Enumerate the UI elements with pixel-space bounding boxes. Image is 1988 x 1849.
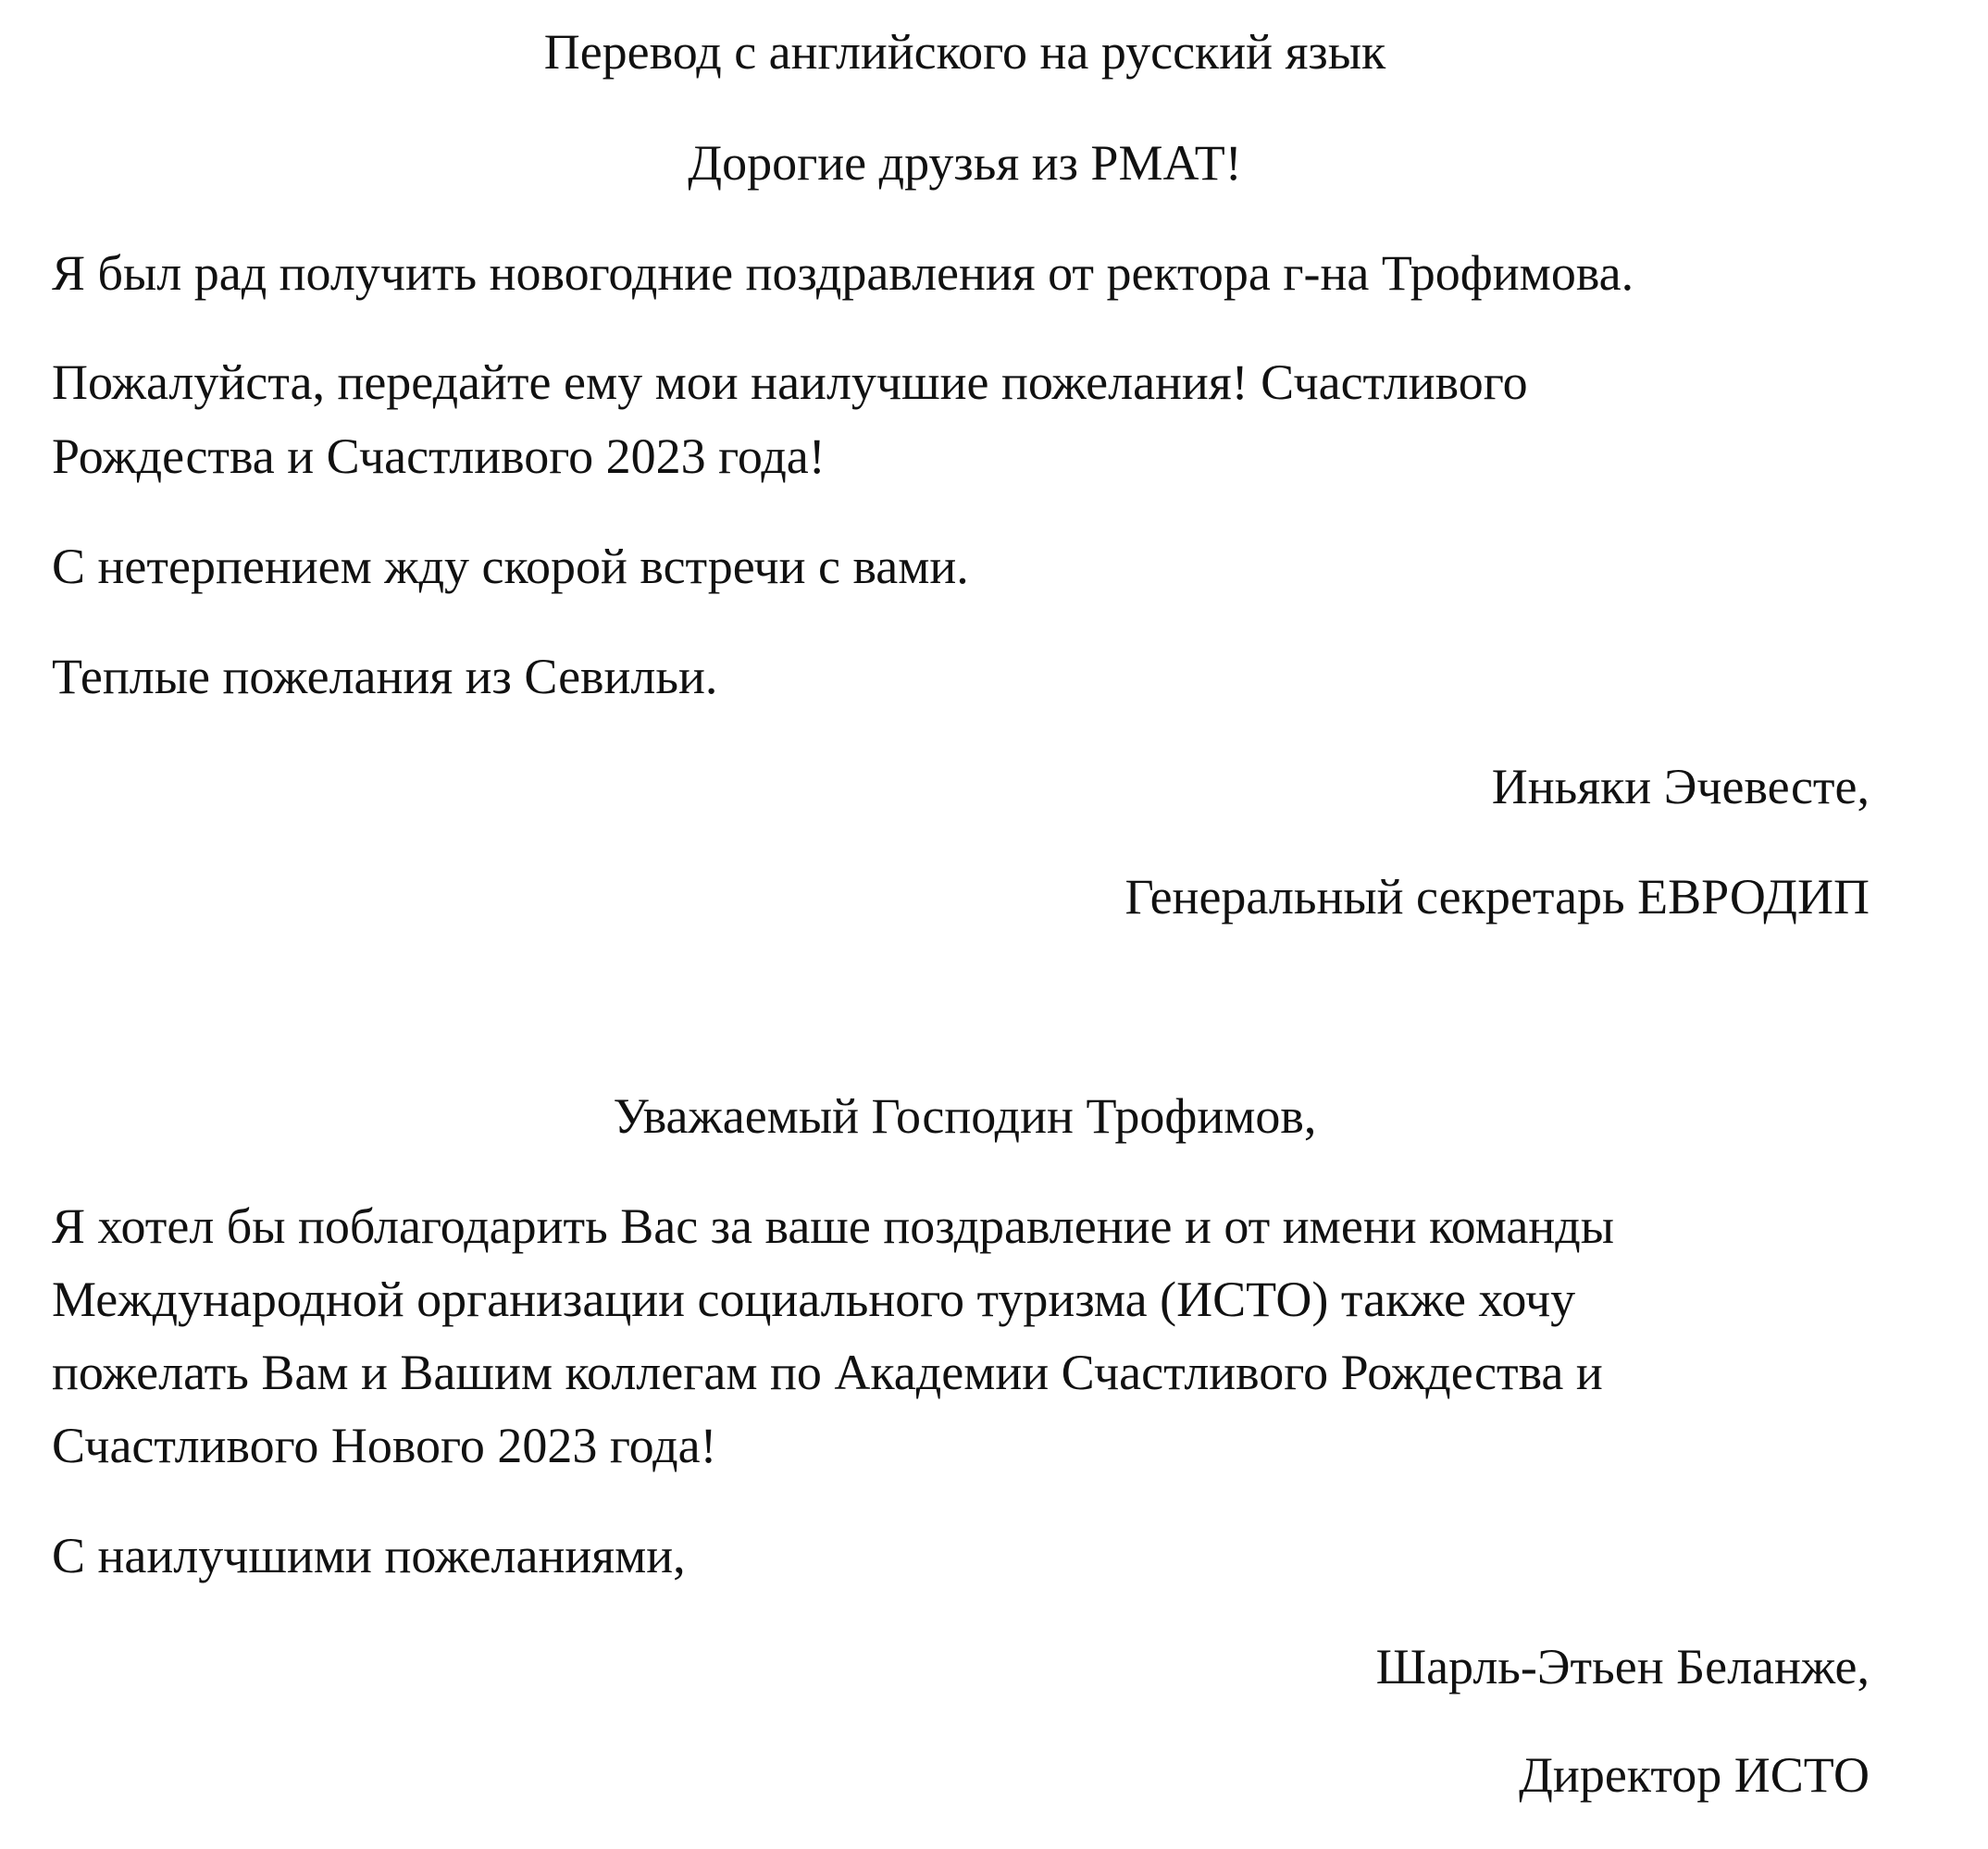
- letter2-paragraph-1-line-2: Международной организации социального туризма (ИСТО) также хочу: [52, 1272, 1576, 1327]
- letter1-signature-name: Иньяки Эчевесте,: [1491, 759, 1870, 814]
- letter1-signature-title: Генеральный секретарь ЕВРОДИП: [1124, 869, 1870, 924]
- letter2-signature-name: Шарль-Этьен Беланже,: [1375, 1639, 1870, 1694]
- letter1-greeting: Дорогие друзья из РМАТ!: [688, 135, 1242, 191]
- letter2-signature-title: Директор ИСТО: [1519, 1747, 1870, 1803]
- document-title: Перевод с английского на русский язык: [543, 24, 1386, 80]
- letter2-paragraph-1-line-1: Я хотел бы поблагодарить Вас за ваше поздравление и от имени команды: [52, 1198, 1615, 1254]
- letter1-paragraph-1: Я был рад получить новогодние поздравления от ректора г-на Трофимова.: [52, 245, 1634, 301]
- letter2-paragraph-1-line-3: пожелать Вам и Вашим коллегам по Академии Счастливого Рождества и: [52, 1345, 1603, 1400]
- letter2-closing: С наилучшими пожеланиями,: [52, 1528, 686, 1583]
- letter1-paragraph-4: Теплые пожелания из Севильи.: [52, 649, 718, 704]
- letter2-paragraph-1-line-4: Счастливого Нового 2023 года!: [52, 1418, 717, 1473]
- letter1-paragraph-3: С нетерпением жду скорой встречи с вами.: [52, 539, 969, 594]
- letter1-paragraph-2-line-2: Рождества и Счастливого 2023 года!: [52, 428, 826, 484]
- letter1-paragraph-2-line-1: Пожалуйста, передайте ему мои наилучшие пожелания! Счастливого: [52, 354, 1528, 410]
- letter2-greeting: Уважаемый Господин Трофимов,: [613, 1088, 1317, 1144]
